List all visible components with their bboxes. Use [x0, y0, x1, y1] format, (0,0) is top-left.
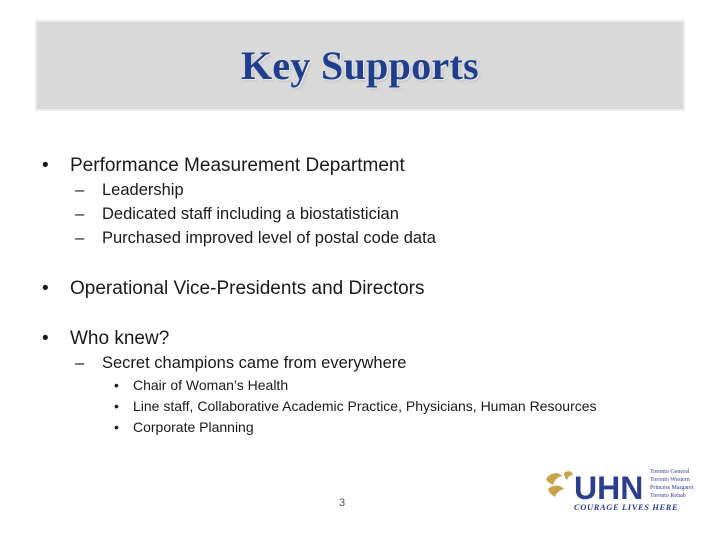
bullet-text: Performance Measurement Department — [70, 155, 405, 176]
logo-tagline: COURAGE LIVES HERE — [574, 502, 679, 512]
sub-sub-bullet-marker: • — [114, 377, 119, 393]
uhn-logo — [540, 463, 705, 515]
sub-bullet-text: Dedicated staff including a biostatistician — [102, 205, 399, 223]
uhn-emblem-icon — [546, 471, 573, 497]
sub-bullet-text: Purchased improved level of postal code data — [102, 229, 436, 247]
sub-sub-bullet-marker: • — [114, 398, 119, 414]
logo-brand: UHN — [574, 470, 644, 506]
logo-hospital-name: Princess Margaret — [650, 485, 694, 491]
bullet-text: Who knew? — [70, 328, 170, 349]
bullet-marker: • — [42, 278, 49, 299]
bullet-text: Operational Vice-Presidents and Directors — [70, 278, 425, 299]
sub-bullet-marker: – — [75, 205, 85, 223]
sub-sub-bullet-marker: • — [114, 419, 119, 435]
slide-title: Key Supports — [240, 43, 480, 88]
sub-bullet-text: Secret champions came from everywhere — [102, 354, 407, 372]
bullet-marker: • — [42, 155, 49, 176]
sub-bullet-marker: – — [75, 354, 85, 372]
logo-hospital-name: Toronto General — [650, 469, 690, 475]
sub-bullet-marker: – — [75, 229, 85, 247]
sub-sub-bullet-text: Corporate Planning — [133, 419, 254, 435]
sub-bullet-marker: – — [75, 181, 85, 199]
bullet-marker: • — [42, 328, 49, 349]
sub-sub-bullet-text: Line staff, Collaborative Academic Practice, Physicians, Human Resources — [133, 398, 597, 414]
page-number: 3 — [338, 497, 346, 509]
logo-hospital-name: Toronto Rehab — [650, 493, 686, 499]
sub-sub-bullet-text: Chair of Woman’s Health — [133, 377, 289, 393]
logo-hospital-name: Toronto Western — [650, 477, 690, 483]
sub-bullet-text: Leadership — [102, 181, 184, 199]
